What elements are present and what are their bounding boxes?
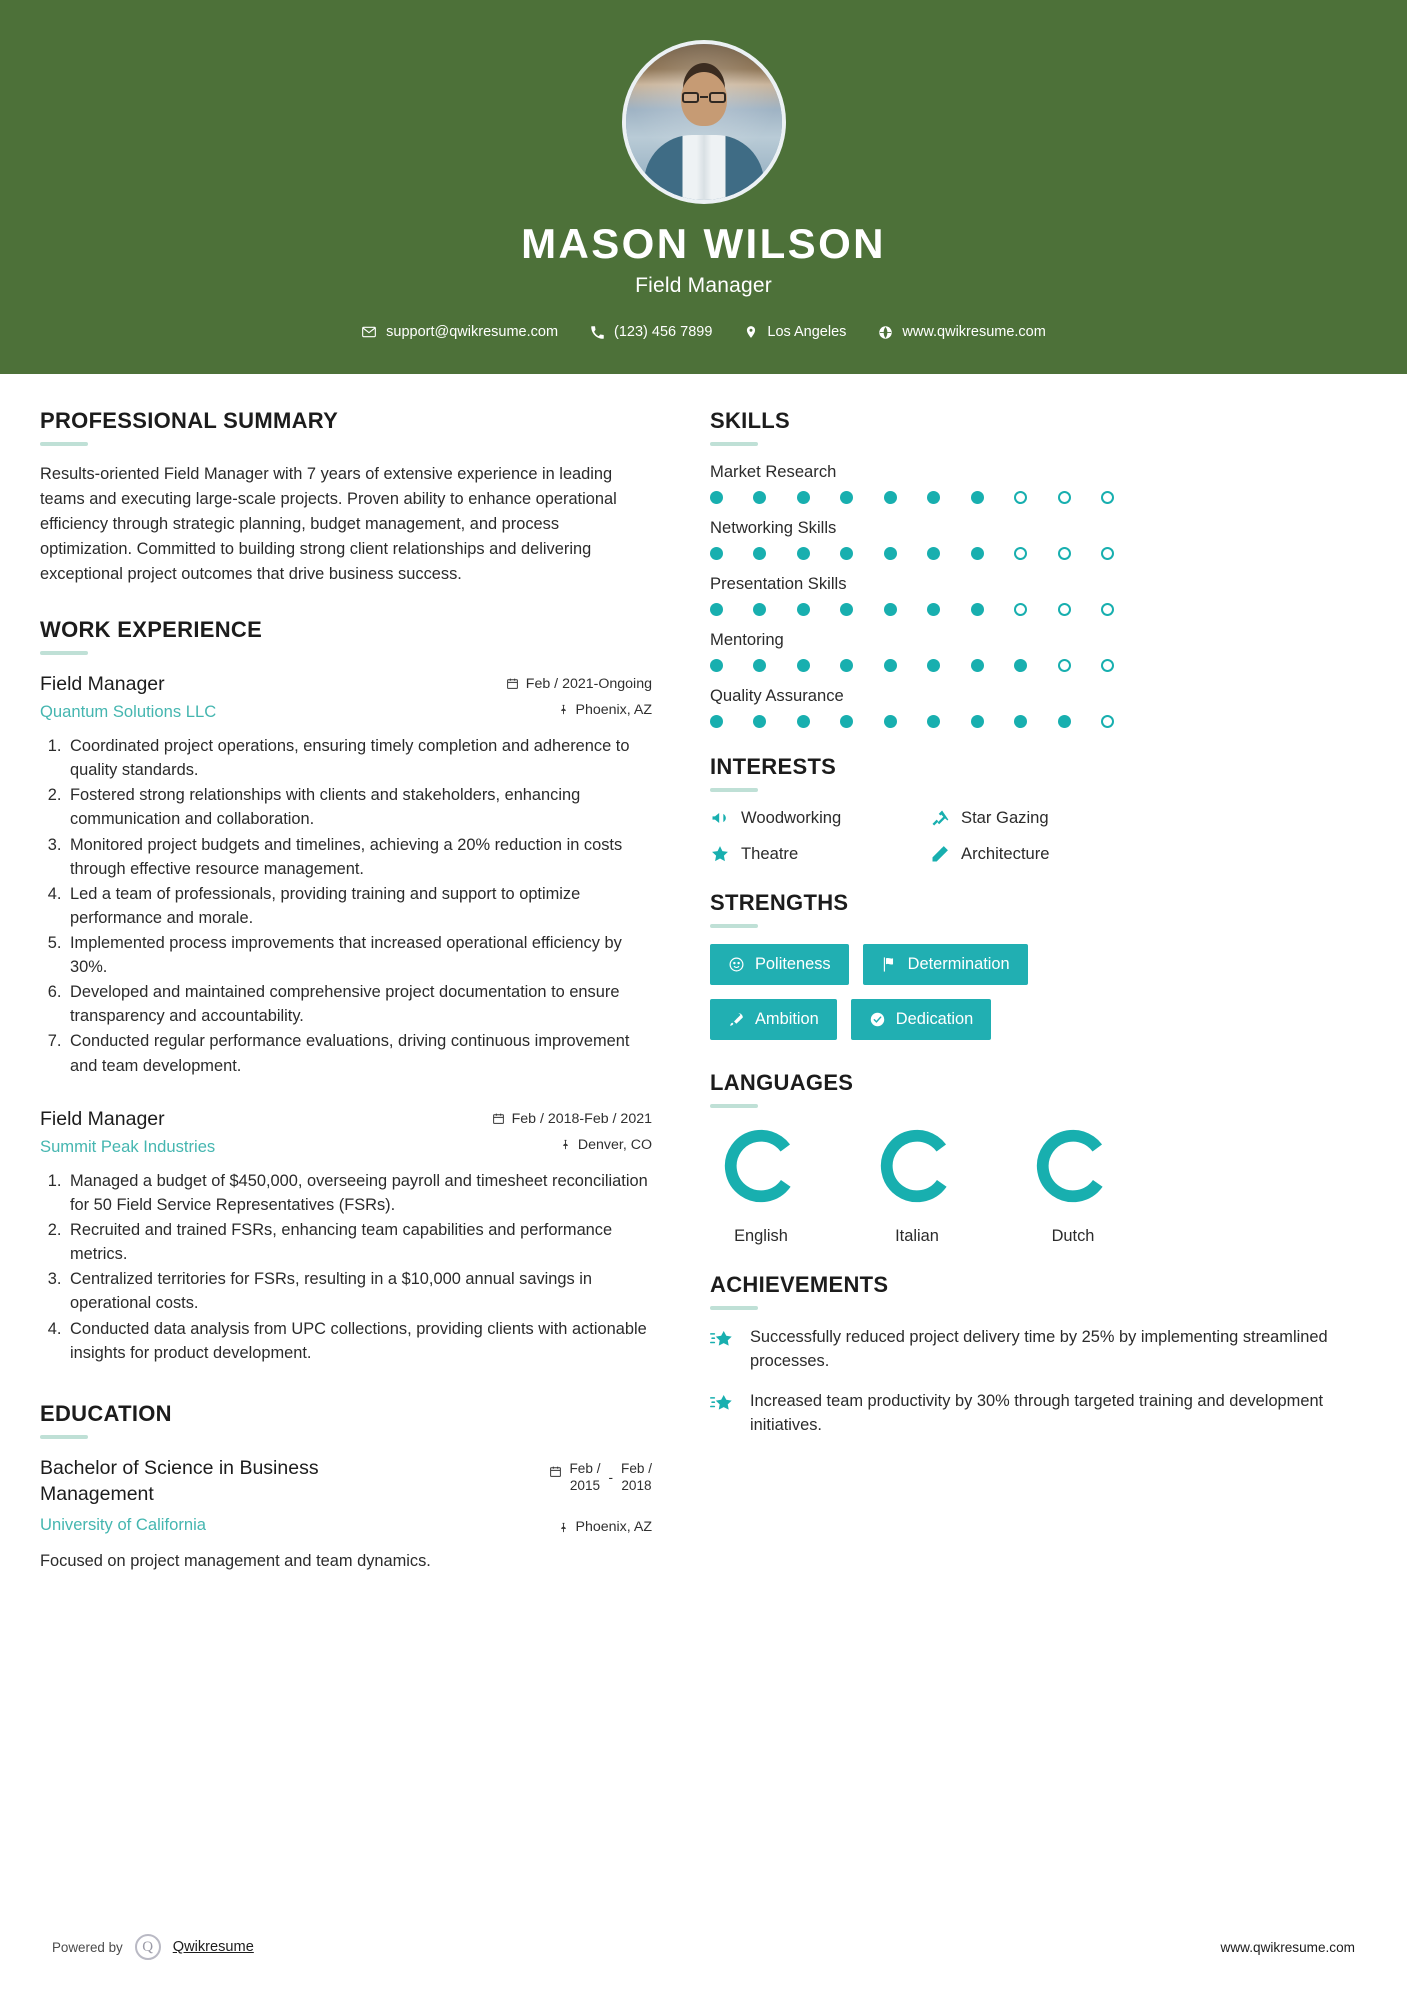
strength-chip [863,944,1028,985]
phone-icon [590,325,605,340]
job-dates [462,676,652,692]
skill-dot-empty [1058,603,1071,616]
skill-dot-filled [753,547,766,560]
job-bullet: 2. Fostered strong relationships with clients and stakeholders, enhancing communication and collaboration. [66,783,652,831]
skill-dot-filled [797,659,810,672]
language-label: Italian [895,1227,939,1246]
skill-dot-filled [797,715,810,728]
job-entry [40,671,652,1078]
skill-dot-empty [1101,715,1114,728]
section-rule [40,651,88,655]
languages-list [710,1124,1331,1246]
language-item [1028,1124,1118,1246]
education-entry [40,1455,652,1574]
skill-rating [710,491,1114,504]
job-location [462,702,652,718]
skills-title: SKILLS [710,408,791,434]
contact-row [0,324,1407,340]
section-education [40,1401,652,1574]
avatar [622,40,786,204]
contact-website-text: www.qwikresume.com [902,324,1046,341]
job-location-text: Phoenix, AZ [575,701,652,718]
interest-label: Theatre [741,844,799,864]
interest-item [710,808,920,828]
calendar-icon [492,1112,505,1125]
education-end [621,1461,652,1495]
job-bullet: 4. Led a team of professionals, providing training and support to optimize performance and morale. [66,882,652,930]
work-title: WORK EXPERIENCE [40,616,263,642]
skill-dot-filled [927,491,940,504]
job-location [462,1137,652,1153]
strength-label: Politeness [755,955,831,974]
strength-chip [710,999,837,1040]
right-column [686,408,1331,1908]
interests-title: INTERESTS [710,754,837,780]
education-description: Focused on project management and team dynamics. [40,1552,431,1571]
skill-label: Market Research [710,462,837,482]
skill-item [710,462,1331,504]
section-rule [710,924,758,928]
interests-grid [710,808,1331,864]
summary-title: PROFESSIONAL SUMMARY [40,408,339,434]
skill-dot-filled [840,491,853,504]
education-start-year: 2015 [569,1477,601,1493]
language-progress-ring [1031,1124,1115,1208]
job-dates [462,1111,652,1127]
achievement-item [710,1390,1331,1438]
contact-email-text: support@qwikresume.com [386,324,559,341]
skill-dot-empty [1058,659,1071,672]
star-icon [710,844,730,864]
skill-dot-filled [1014,659,1027,672]
calendar-icon [506,677,519,690]
skill-dot-empty [1014,491,1027,504]
education-start-month: Feb / [569,1460,601,1476]
skill-dot-filled [884,547,897,560]
contact-phone-text: (123) 456 7899 [614,324,713,341]
job-bullet: 3. Monitored project budgets and timelines, achieving a 20% reduction in costs through effective resource management. [66,833,652,881]
strengths-title: STRENGTHS [710,890,849,916]
job-bullets [40,734,652,1078]
date-separator: - [608,1469,614,1485]
job-bullet: 1. Coordinated project operations, ensuring timely completion and adherence to quality standards. [66,734,652,782]
glasses-icon [682,92,726,103]
section-skills [710,408,1331,728]
job-location-text: Denver, CO [577,1136,652,1153]
section-languages [710,1070,1331,1246]
job-entry [40,1106,652,1365]
skill-dot-filled [797,603,810,616]
job-bullets [40,1169,652,1365]
language-progress-ring [719,1124,803,1208]
skill-dot-filled [884,491,897,504]
resume-header [0,0,1407,374]
school-name: University of California [40,1515,206,1535]
section-work-experience [40,617,652,1365]
skill-dot-empty [1058,491,1071,504]
section-rule [710,442,758,446]
skill-label: Networking Skills [710,518,837,538]
contact-phone[interactable] [590,324,712,340]
section-rule [40,442,88,446]
location-pin-icon [744,324,758,340]
skill-dot-filled [927,547,940,560]
section-rule [40,1435,88,1439]
skill-label: Quality Assurance [710,686,844,706]
skill-dot-filled [884,715,897,728]
section-interests [710,754,1331,864]
check-circle-icon [869,1011,886,1028]
globe-icon [878,325,893,340]
resume-footer [0,1908,1407,1990]
flag-icon [881,956,898,973]
candidate-role: Field Manager [635,274,772,298]
interest-item [710,844,920,864]
footer-branding [52,1934,254,1960]
skill-rating [710,659,1114,672]
skill-dot-empty [1101,659,1114,672]
skill-dot-filled [710,603,723,616]
job-dates-text: Feb / 2018-Feb / 2021 [511,1110,652,1127]
calendar-icon [549,1465,562,1478]
skill-dot-empty [1058,547,1071,560]
skill-item [710,518,1331,560]
section-rule [710,1104,758,1108]
job-bullet: 3. Centralized territories for FSRs, resulting in a $10,000 annual savings in operational costs. [66,1267,652,1315]
skill-label: Presentation Skills [710,574,847,594]
strength-chip [851,999,991,1040]
section-rule [710,788,758,792]
skill-dot-filled [797,491,810,504]
skill-rating [710,715,1114,728]
job-dates-text: Feb / 2021-Ongoing [525,675,652,692]
skill-dot-filled [971,603,984,616]
skill-item [710,630,1331,672]
skill-dot-filled [971,715,984,728]
skill-dot-filled [971,547,984,560]
achievements-title: ACHIEVEMENTS [710,1272,889,1298]
skill-dot-filled [971,659,984,672]
section-strengths [710,890,1331,1040]
strengths-list [710,944,1331,1040]
skill-dot-filled [884,603,897,616]
shooting-star-icon [710,1390,736,1438]
achievement-item [710,1326,1331,1374]
skill-dot-empty [1101,547,1114,560]
smiley-icon [728,956,745,973]
left-column [40,408,652,1908]
skill-dot-filled [753,659,766,672]
language-item [872,1124,962,1246]
skill-dot-filled [840,603,853,616]
job-bullet: 1. Managed a budget of $450,000, overseeing payroll and timesheet reconciliation for 50 Field Service Representatives (FSRs). [66,1169,652,1217]
skill-rating [710,547,1114,560]
skill-dot-filled [797,547,810,560]
education-location-text: Phoenix, AZ [575,1519,652,1536]
skill-dot-filled [1014,715,1027,728]
skill-rating [710,603,1114,616]
education-start [570,1461,601,1495]
skill-dot-filled [753,715,766,728]
contact-website[interactable] [878,324,1045,340]
qwikresume-logo-icon: Q [135,1934,161,1960]
interest-item [930,808,1331,828]
skill-dot-filled [927,715,940,728]
achievement-text: Increased team productivity by 30% through targeted training and development initiatives. [750,1392,1324,1434]
skill-dot-filled [840,659,853,672]
pin-icon [560,1138,571,1151]
qwikresume-brand-link[interactable]: Qwikresume [172,1939,254,1955]
job-bullet: 5. Implemented process improvements that increased operational efficiency by 30%. [66,931,652,979]
skill-dot-filled [927,659,940,672]
hammer-icon [930,808,950,828]
language-item [716,1124,806,1246]
skill-item [710,574,1331,616]
job-bullet: 2. Recruited and trained FSRs, enhancing team capabilities and performance metrics. [66,1218,652,1266]
skill-dot-filled [927,603,940,616]
interest-label: Architecture [961,844,1050,864]
section-professional-summary [40,408,652,587]
skill-dot-filled [710,547,723,560]
job-title: Field Manager [40,672,165,695]
contact-email[interactable] [361,324,558,340]
job-bullet: 7. Conducted regular performance evaluations, driving continuous improvement and team development. [66,1029,652,1077]
language-label: English [734,1227,788,1246]
skill-dot-filled [1058,715,1071,728]
skill-dot-filled [710,715,723,728]
skill-dot-filled [971,491,984,504]
strength-label: Dedication [895,1010,974,1029]
education-location [558,1519,653,1535]
shooting-star-icon [710,1326,736,1374]
skill-label: Mentoring [710,630,784,650]
job-bullet: 4. Conducted data analysis from UPC collections, providing clients with actionable insights for product development. [66,1317,652,1365]
contact-location [744,324,846,340]
skill-dot-filled [884,659,897,672]
language-progress-ring [875,1124,959,1208]
rocket-icon [728,1011,745,1028]
strength-label: Determination [907,955,1010,974]
envelope-icon [361,324,377,340]
education-end-month: Feb / [621,1460,652,1476]
job-title: Field Manager [40,1107,165,1130]
strength-chip [710,944,849,985]
skill-dot-filled [840,547,853,560]
section-rule [710,1306,758,1310]
pin-icon [558,703,569,716]
ruler-pencil-icon [930,844,950,864]
education-dates [549,1455,653,1495]
megaphone-icon [710,808,730,828]
skill-dot-filled [753,491,766,504]
skill-item [710,686,1331,728]
skill-dot-filled [710,659,723,672]
skill-dot-empty [1014,603,1027,616]
education-title: EDUCATION [40,1400,172,1426]
achievement-text: Successfully reduced project delivery time by 25% by implementing streamlined processes. [750,1328,1328,1371]
skill-dot-filled [753,603,766,616]
interest-label: Woodworking [741,808,842,828]
contact-location-text: Los Angeles [767,324,847,341]
avatar-photo [626,44,782,200]
language-label: Dutch [1051,1227,1095,1246]
skill-dot-empty [1101,491,1114,504]
footer-url[interactable]: www.qwikresume.com [1220,1939,1355,1955]
resume-body [0,374,1407,1908]
education-end-year: 2018 [621,1477,652,1493]
interest-item [930,844,1331,864]
job-bullet: 6. Developed and maintained comprehensive project documentation to ensure transparency and accountability. [66,980,652,1028]
strength-label: Ambition [755,1010,819,1029]
interest-label: Star Gazing [961,808,1049,828]
skill-dot-empty [1014,547,1027,560]
pin-icon [558,1521,569,1534]
degree-title: Bachelor of Science in Business Management [40,1456,319,1506]
job-company: Summit Peak Industries [40,1136,216,1156]
skill-dot-empty [1101,603,1114,616]
job-company: Quantum Solutions LLC [40,702,217,722]
powered-by-label: Powered by [52,1939,123,1955]
candidate-name: MASON WILSON [521,220,886,267]
summary-text: Results-oriented Field Manager with 7 years of extensive experience in leading teams and executing large-scale projects. Proven ability to enhance operational efficiency through strategic planning, budget management, and process optimization. Committed to building strong client relationships and delivering exceptional project outcomes that drive business success. [40,465,617,583]
section-achievements [710,1272,1331,1438]
skill-dot-filled [710,491,723,504]
languages-title: LANGUAGES [710,1070,854,1096]
skill-dot-filled [840,715,853,728]
